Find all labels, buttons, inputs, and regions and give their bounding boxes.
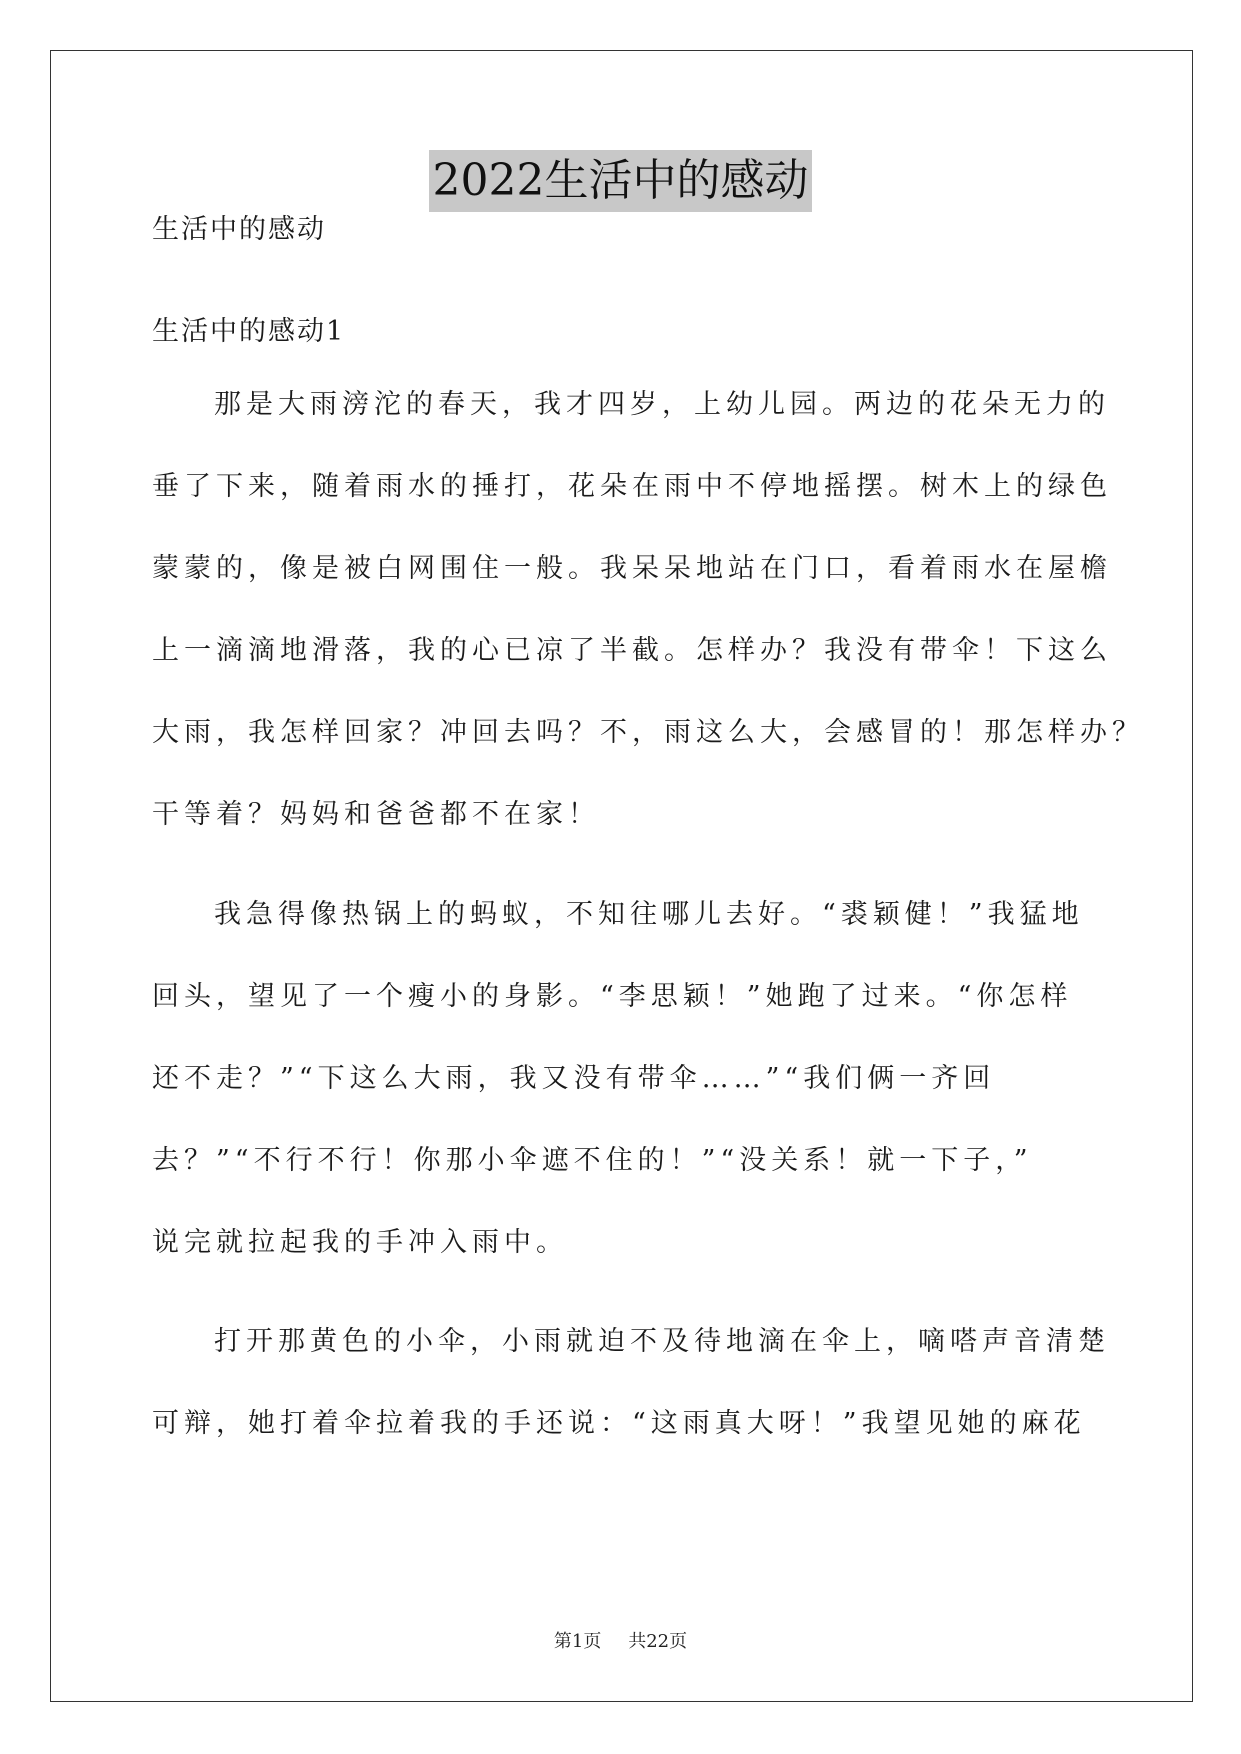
paragraph-line: 打开那黄色的小伞，小雨就迫不及待地滴在伞上，嘀嗒声音清楚 [214, 1326, 1110, 1357]
total-pages: 共22页 [628, 1631, 688, 1652]
paragraph-line: 上一滴滴地滑落，我的心已凉了半截。怎样办？我没有带伞！下这么 [152, 635, 1112, 666]
section-subheading: 生活中的感动1 [152, 316, 346, 347]
paragraph-1 [152, 385, 1144, 877]
paragraph-line: 大雨，我怎样回家？冲回去吗？不，雨这么大，会感冒的！那怎样办？ [152, 717, 1144, 748]
document-title: 2022生活中的感动 [429, 150, 813, 212]
paragraph-line: 蒙蒙的，像是被白网围住一般。我呆呆地站在门口，看着雨水在屋檐 [152, 553, 1112, 584]
paragraph-2 [152, 895, 1102, 1305]
paragraph-line: 说完就拉起我的手冲入雨中。 [152, 1227, 568, 1258]
paragraph-line: 回头，望见了一个瘦小的身影。“李思颖！”她跑了过来。“你怎样 [152, 981, 1073, 1012]
paragraph-3 [152, 1322, 1110, 1486]
paragraph-line: 去？”“不行不行！你那小伞遮不住的！”“没关系！就一下子，” [152, 1145, 1033, 1176]
paragraph-line: 干等着？妈妈和爸爸都不在家！ [152, 799, 600, 830]
paragraph-line: 还不走？”“下这么大雨，我又没有带伞……”“我们俩一齐回 [152, 1063, 996, 1094]
paragraph-line: 可辩，她打着伞拉着我的手还说：“这雨真大呀！”我望见她的麻花 [152, 1408, 1086, 1439]
section-heading: 生活中的感动 [152, 214, 326, 245]
paragraph-line: 那是大雨滂沱的春天，我才四岁，上幼儿园。两边的花朵无力的 [214, 389, 1110, 420]
paragraph-line: 我急得像热锅上的蚂蚁，不知往哪儿去好。“裘颖健！”我猛地 [214, 899, 1084, 930]
page-number: 第1页 [553, 1631, 602, 1652]
title-wrap [0, 150, 1241, 212]
paragraph-line: 垂了下来，随着雨水的捶打，花朵在雨中不停地摇摆。树木上的绿色 [152, 471, 1112, 502]
page-footer [0, 1630, 1241, 1654]
